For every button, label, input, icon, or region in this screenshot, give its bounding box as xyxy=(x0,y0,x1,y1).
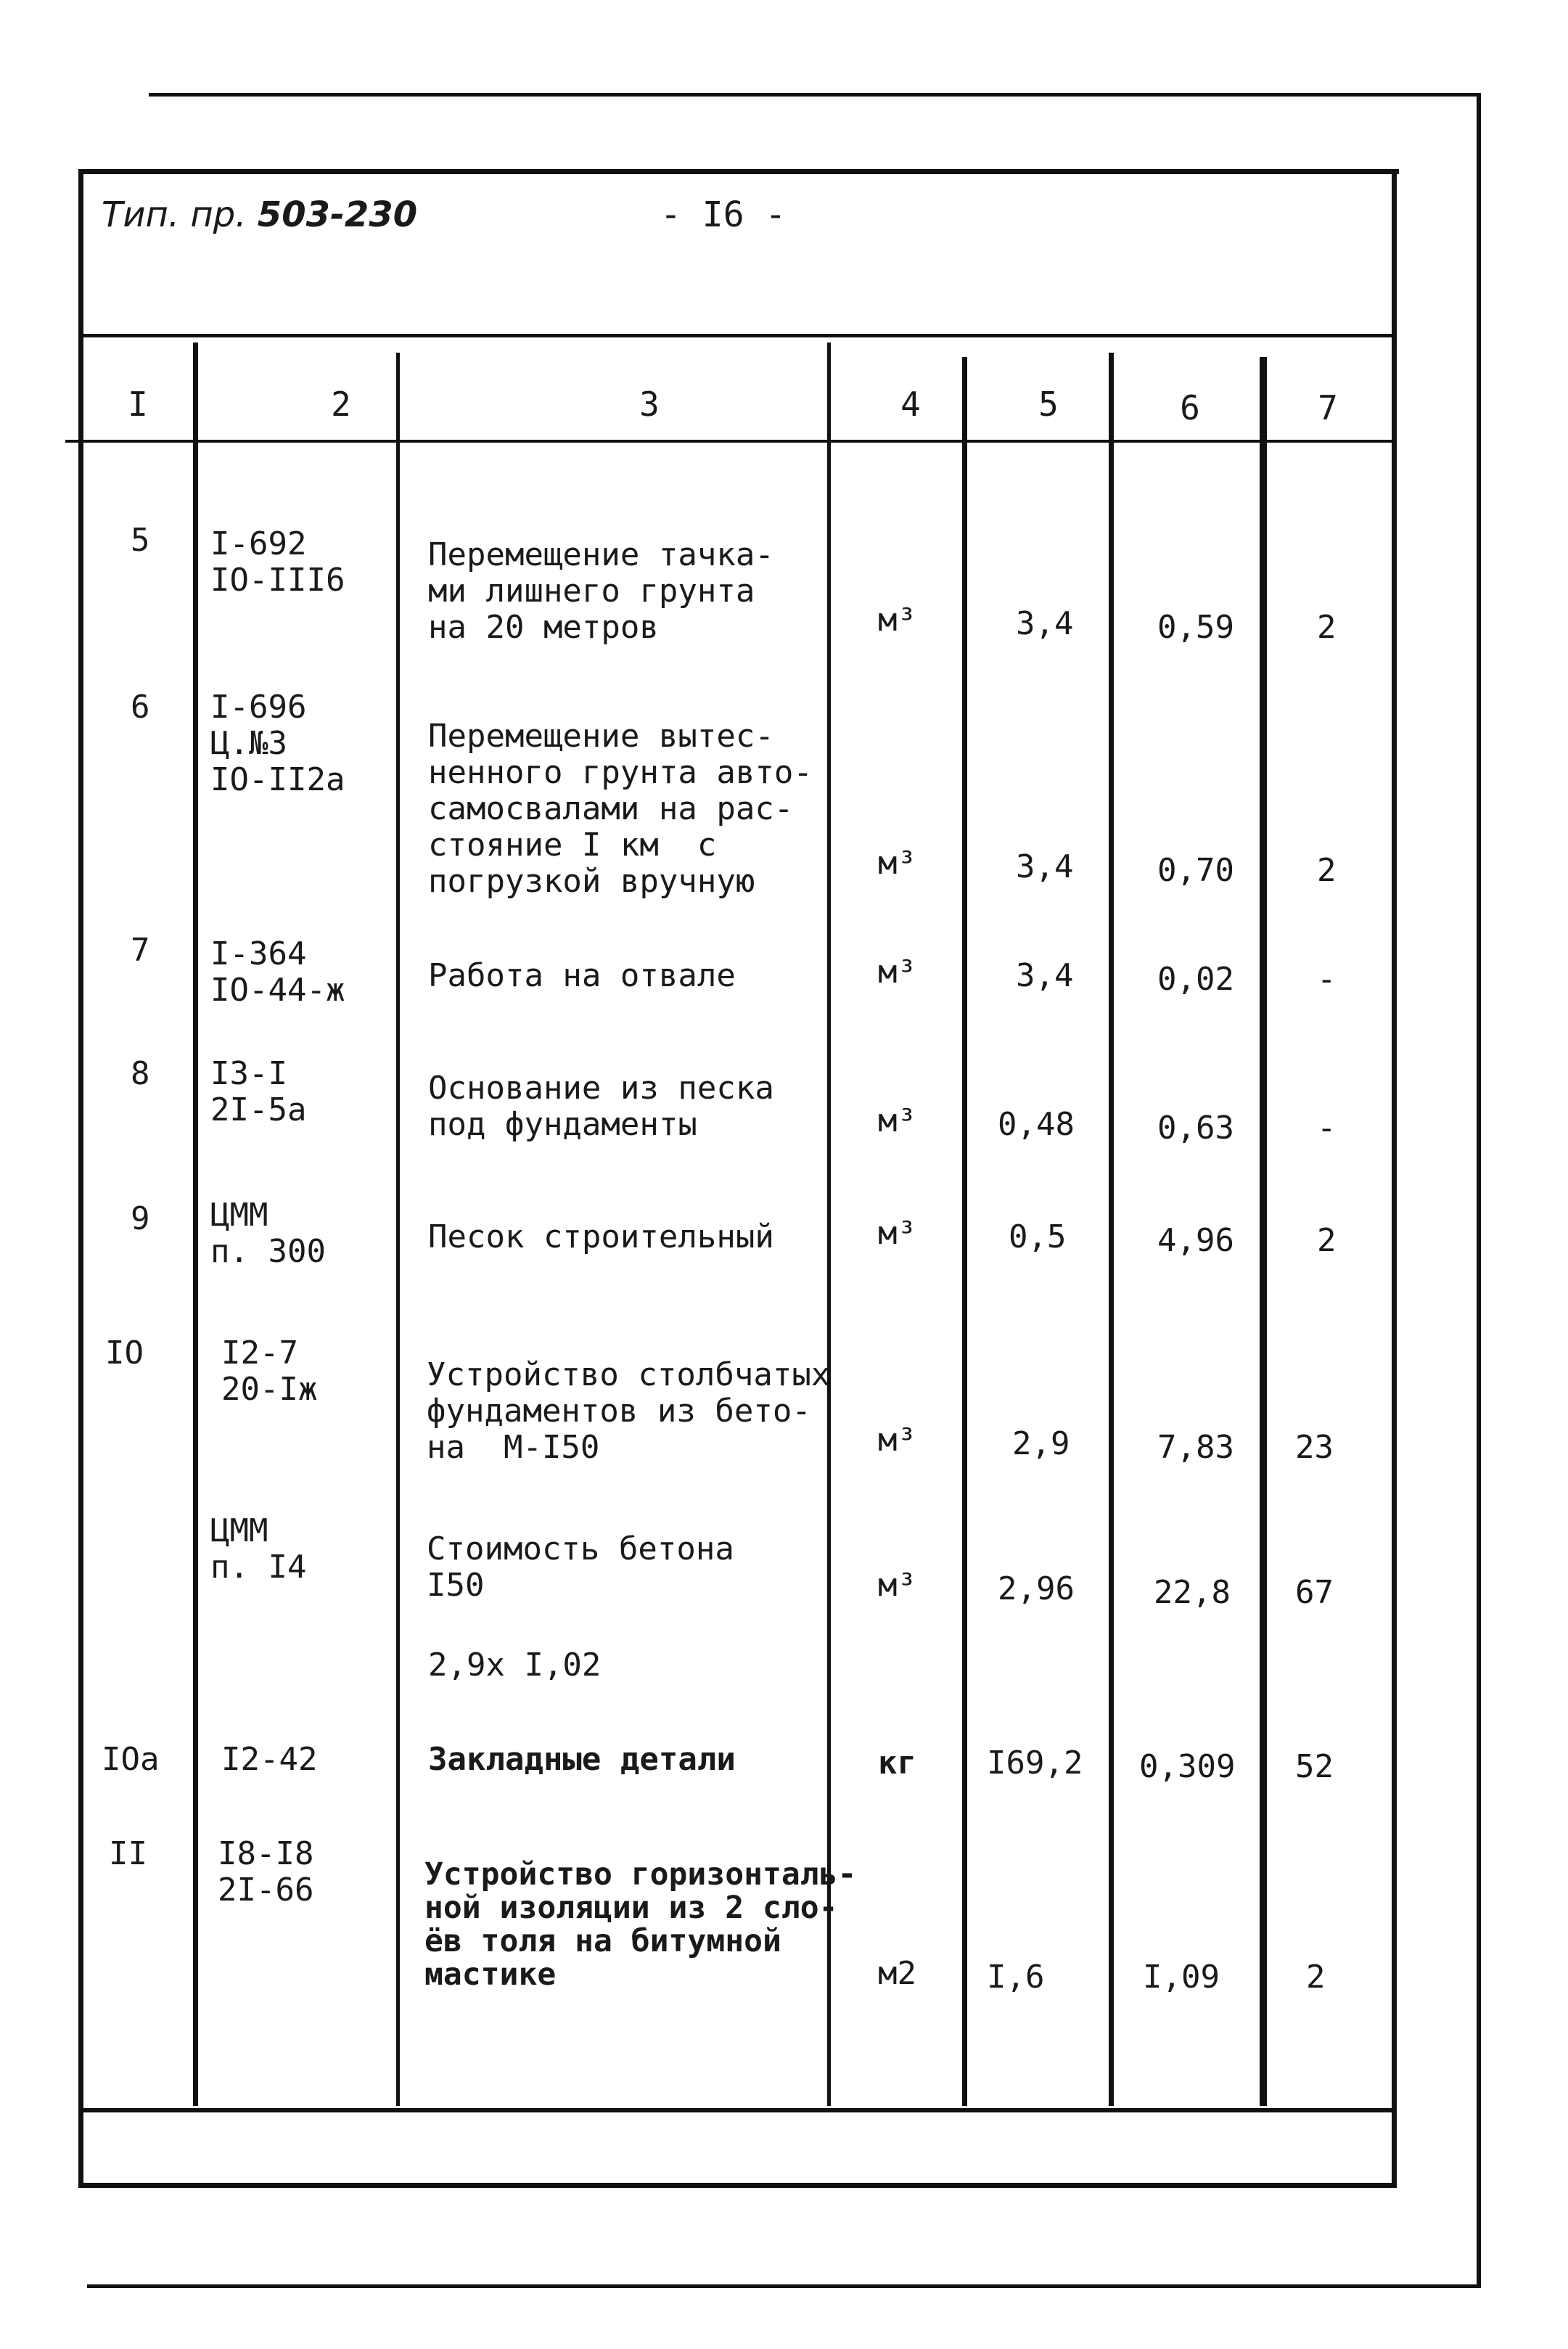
row-number: 5 xyxy=(131,522,150,559)
col-divider-2 xyxy=(396,353,400,2106)
unit: м³ xyxy=(878,1422,916,1459)
unit-cost: 4,96 xyxy=(1157,1222,1234,1259)
col-num-5: 5 xyxy=(1038,385,1059,424)
unit: м³ xyxy=(878,1102,916,1139)
unit: м³ xyxy=(878,602,916,639)
calculation-note: 2,9х I,02 xyxy=(428,1647,602,1684)
outer-top-border xyxy=(149,93,1480,97)
col-divider-6 xyxy=(1260,357,1267,2106)
unit-cost: 0,02 xyxy=(1157,961,1234,998)
unit-cost: 0,63 xyxy=(1157,1110,1234,1147)
work-description: Перемещение тачка- ми лишнего грунта на 20 метров xyxy=(428,536,774,646)
frame-left xyxy=(78,169,83,2188)
unit-cost: 0,59 xyxy=(1157,609,1234,646)
row-number: 7 xyxy=(131,932,150,969)
doc-code xyxy=(102,194,417,235)
unit: м³ xyxy=(878,954,916,991)
row-number: IO xyxy=(105,1335,144,1372)
col-num-7: 7 xyxy=(1318,388,1338,427)
total-cost: 52 xyxy=(1295,1748,1334,1785)
unit: м³ xyxy=(878,1567,916,1604)
norm-code: ЦММ п. 300 xyxy=(210,1197,326,1270)
work-description: Песок строительный xyxy=(428,1218,774,1255)
work-description: Перемещение вытес- ненного грунта авто- самосвалами на рас- стояние I км с погрузкой вручную xyxy=(428,718,813,900)
norm-code: I-696 Ц.№3 IO-II2а xyxy=(210,689,345,798)
unit: м³ xyxy=(878,1215,916,1252)
quantity: 3,4 xyxy=(1016,957,1074,994)
col-num-4: 4 xyxy=(900,385,921,424)
column-header-underline xyxy=(65,440,1397,443)
norm-code: I8-I8 2I-66 xyxy=(218,1835,314,1909)
table-bottom-line xyxy=(78,2108,1397,2112)
col-num-3: 3 xyxy=(639,385,660,424)
norm-code: I-692 IO-III6 xyxy=(210,525,345,599)
unit-cost: 0,309 xyxy=(1139,1748,1236,1785)
total-cost: 2 xyxy=(1317,852,1337,889)
unit: м2 xyxy=(878,1955,916,1992)
unit: кг xyxy=(878,1745,916,1782)
total-cost: 2 xyxy=(1317,1222,1337,1259)
total-cost: 67 xyxy=(1295,1574,1334,1611)
norm-code: I2-42 xyxy=(221,1741,318,1778)
work-description: Основание из песка под фундаменты xyxy=(428,1070,774,1143)
doc-label: Тип. пр. xyxy=(102,194,247,235)
quantity: I,6 xyxy=(987,1959,1045,1996)
work-description: Закладные детали xyxy=(428,1741,736,1778)
page-number: - I6 - xyxy=(660,194,787,235)
total-cost: 23 xyxy=(1295,1429,1334,1466)
norm-code: I3-I 2I-5а xyxy=(210,1055,307,1128)
quantity: I69,2 xyxy=(987,1745,1083,1782)
col-divider-3 xyxy=(827,343,831,2106)
col-num-2: 2 xyxy=(331,385,351,424)
total-cost: 2 xyxy=(1317,609,1337,646)
work-description: Стоимость бетона I50 xyxy=(427,1530,734,1604)
work-description: Работа на отвале xyxy=(428,957,736,994)
work-description: Устройство столбчатых фундаментов из бето- на М-I50 xyxy=(427,1356,831,1466)
total-cost: 2 xyxy=(1306,1959,1326,1996)
outer-bottom-border xyxy=(87,2284,1481,2288)
unit-cost: 0,70 xyxy=(1157,852,1234,889)
unit-cost: I,09 xyxy=(1143,1959,1220,1996)
frame-bottom xyxy=(78,2183,1397,2188)
row-number: IOа xyxy=(102,1741,160,1778)
col-divider-1 xyxy=(193,343,198,2106)
quantity: 2,9 xyxy=(1012,1425,1070,1462)
unit-cost: 7,83 xyxy=(1157,1429,1234,1466)
quantity: 3,4 xyxy=(1016,848,1074,885)
quantity: 0,5 xyxy=(1009,1218,1067,1255)
col-divider-5 xyxy=(1109,353,1114,2106)
row-number: 6 xyxy=(131,689,150,726)
total-cost: - xyxy=(1317,1110,1337,1147)
row-number: 9 xyxy=(131,1200,150,1237)
frame-right xyxy=(1392,169,1397,2188)
norm-code: ЦММ п. I4 xyxy=(210,1512,307,1586)
quantity: 3,4 xyxy=(1016,605,1074,642)
unit: м³ xyxy=(878,845,916,882)
work-description: Устройство горизонталь- ной изоляции из 2 сло- ёв толя на битумной мастике xyxy=(424,1856,857,1993)
norm-code: I-364 IO-44-ж xyxy=(210,935,345,1009)
col-divider-4 xyxy=(962,357,967,2106)
doc-number: 503-230 xyxy=(257,194,418,235)
col-num-1: I xyxy=(128,385,148,424)
col-num-6: 6 xyxy=(1180,388,1200,427)
outer-right-border xyxy=(1477,93,1481,2288)
row-number: II xyxy=(109,1835,147,1872)
norm-code: I2-7 20-Iж xyxy=(221,1335,318,1408)
total-cost: - xyxy=(1317,961,1337,998)
row-number: 8 xyxy=(131,1055,150,1092)
frame-top xyxy=(78,169,1399,174)
quantity: 0,48 xyxy=(998,1106,1075,1143)
quantity: 2,96 xyxy=(998,1570,1075,1607)
header-separator xyxy=(78,334,1397,337)
unit-cost: 22,8 xyxy=(1154,1574,1231,1611)
